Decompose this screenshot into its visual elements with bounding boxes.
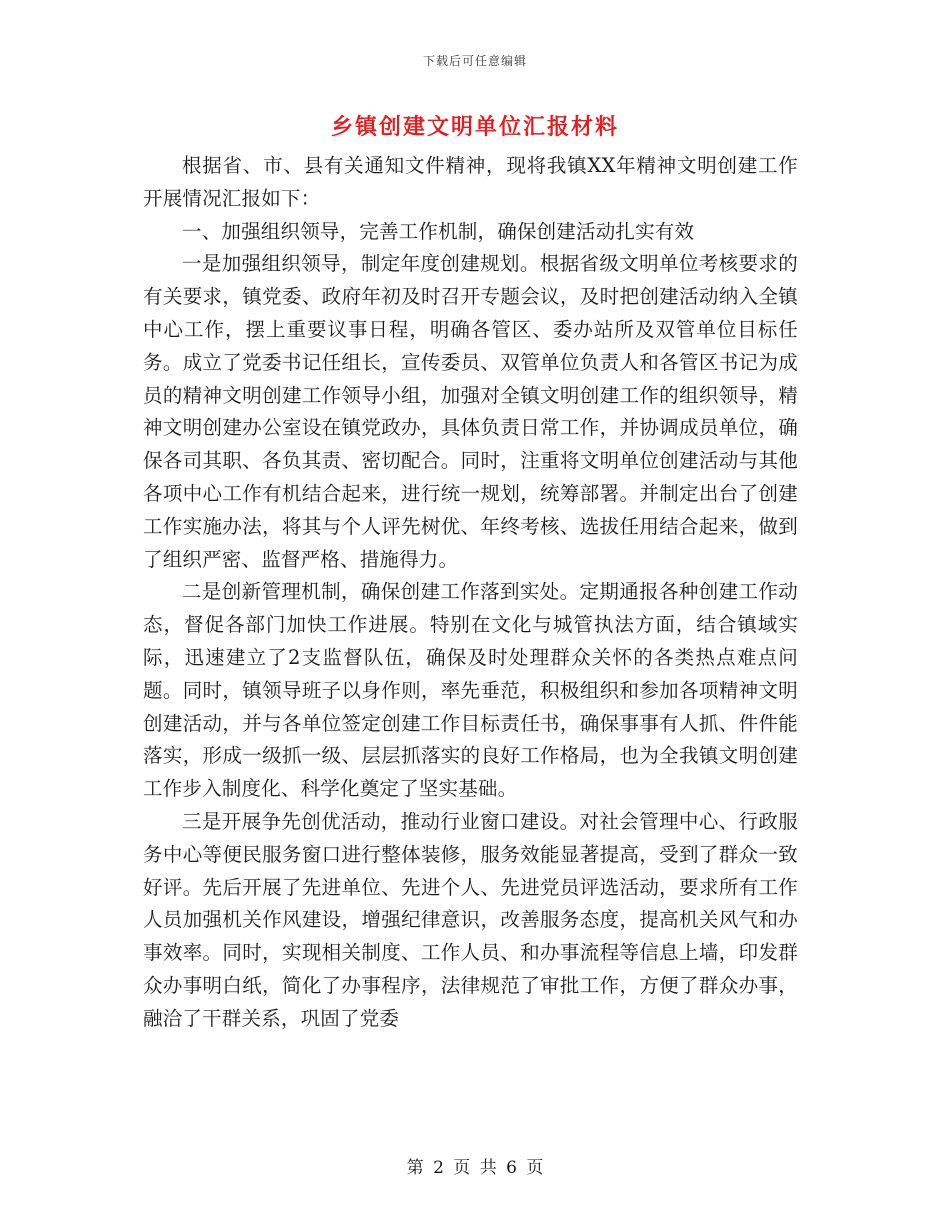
document-title: 乡镇创建文明单位汇报材料 xyxy=(330,114,619,140)
paragraph-point-3: 三是开展争先创优活动，推动行业窗口建设。对社会管理中心、行政服务中心等便民服务窗口进行整体装修，服务效能显著提高，受到了群众一致好评。先后开展了先进单位、先进个人、先进党员评选活动，要求所有工作人员加强机关作风建设，增强纪律意识，改善服务态度，提高机关风气和办事效率。同时，实现相关制度、工作人员、和办事流程等信息上墙，印发群众办事明白纸，简化了办事程序，法律规范了审批工作，方便了群众办事，融洽了干群关系，巩固了党委 xyxy=(143,809,798,1030)
header-note: 下载后可任意编辑 xyxy=(422,54,527,68)
section-heading-1: 一、加强组织领导，完善工作机制，确保创建活动扎实有效 xyxy=(182,219,695,243)
paragraph-point-2: 二是创新管理机制，确保创建工作落到实处。定期通报各种创建工作动态，督促各部门加快工作进展。特别在文化与城管执法方面，结合镇域实际，迅速建立了2支监督队伍，确保及时处理群众关怀的各类热点难点问题。同时，镇领导班子以身作则，率先垂范，积极组织和参加各项精神文明创建活动，并与各单位签定创建工作目标责任书，确保事事有人抓、件件能落实，形成一级抓一级、层层抓落实的良好工作格局，也为全我镇文明创建工作步入制度化、科学化奠定了坚实基础。 xyxy=(143,580,798,801)
paragraph-point-1: 一是加强组织领导，制定年度创建规划。根据省级文明单位考核要求的有关要求，镇党委、政府年初及时召开专题会议，及时把创建活动纳入全镇中心工作，摆上重要议事日程，明确各管区、委办站所及双管单位目标任务。成立了党委书记任组长，宣传委员、双管单位负责人和各管区书记为成员的精神文明创建工作领导小组，加强对全镇文明创建工作的组织领导，精神文明创建办公室设在镇党政办，具体负责日常工作，并协调成员单位，确保各司其职、各负其责、密切配合。同时，注重将文明单位创建活动与其他各项中心工作有机结合起来，进行统一规划，统筹部署。并制定出台了创建工作实施办法，将其与个人评先树优、年终考核、选拔任用结合起来，做到了组织严密、监督严格、措施得力。 xyxy=(143,252,798,571)
paragraph-intro: 根据省、市、县有关通知文件精神，现将我镇XX年精神文明创建工作开展情况汇报如下： xyxy=(143,154,798,210)
document-body xyxy=(143,150,798,1036)
page-number: 第 2 页 共 6 页 xyxy=(406,1158,544,1178)
